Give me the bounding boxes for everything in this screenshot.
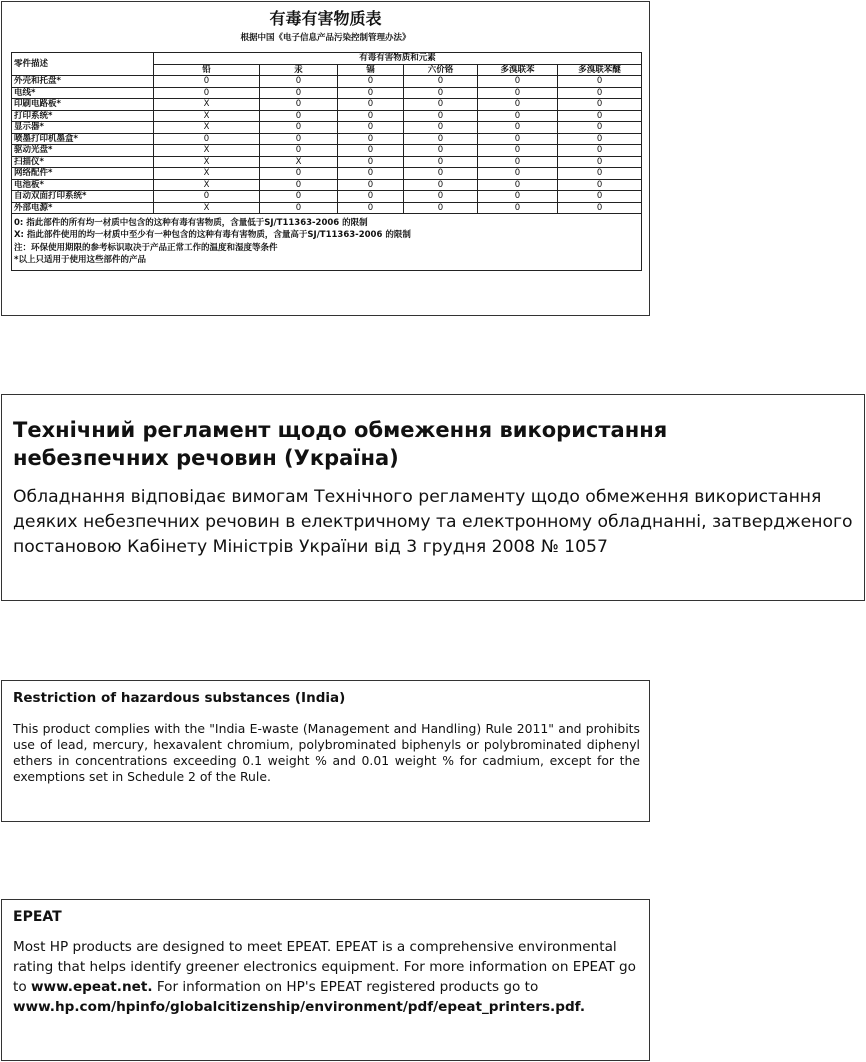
substance-value-cell: 0 [558, 168, 642, 180]
substance-column-header: 六价铬 [404, 64, 478, 76]
substance-value-cell: 0 [260, 191, 338, 203]
substance-value-cell: X [154, 156, 260, 168]
epeat-text-1: Most HP products are designed to meet EPEAT. EPEAT is a comprehensive environmental rating that helps identify greener electronics equipment. For more information on EPEAT go to [13, 939, 636, 995]
india-rohs-box [1, 680, 650, 822]
table-row [12, 168, 642, 180]
substances-group-header: 有毒有害物质和元素 [154, 53, 642, 65]
substance-value-cell: 0 [478, 133, 558, 145]
ukraine-title: Технічний регламент щодо обмеження використання небезпечних речовин (Україна) [13, 418, 668, 470]
part-name-cell: 外部电源* [12, 202, 154, 214]
table-row [12, 99, 642, 111]
substance-value-cell: 0 [338, 191, 404, 203]
substance-value-cell: 0 [558, 191, 642, 203]
substance-value-cell: 0 [338, 168, 404, 180]
substance-value-cell: X [154, 168, 260, 180]
substance-value-cell: 0 [404, 76, 478, 88]
epeat-box [1, 899, 650, 1061]
ukraine-body: Обладнання відповідає вимогам Технічного регламенту щодо обмеження використання деяких небезпечних речовин в електричному та електронному обладнанні, затвердженого постановою Кабінету Міністрів України від 3 грудня 2008 № 1057 [13, 487, 853, 557]
substance-value-cell: 0 [558, 87, 642, 99]
substance-value-cell: 0 [338, 110, 404, 122]
part-name-cell: 显示器* [12, 122, 154, 134]
note-x: X: 指此部件使用的均一材质中至少有一种包含的这种有毒有害物质，含量高于SJ/T11363-2006 的限制 [14, 230, 411, 241]
substance-value-cell: 0 [338, 76, 404, 88]
substance-value-cell: 0 [404, 156, 478, 168]
substance-value-cell: X [154, 145, 260, 157]
substance-column-header: 镉 [338, 64, 404, 76]
substance-value-cell: X [154, 202, 260, 214]
india-body: This product complies with the "India E-waste (Management and Handling) Rule 2011" and prohibits use of lead, mercury, hexavalent chromium, polybrominated biphenyls or polybrominated diphenyl ethers in concentrations exceeding 0.1 weight % and 0.01 weight % for cadmium, except for the exemptions set in Schedule 2 of the Rule. [13, 721, 640, 784]
table-notes [12, 214, 642, 271]
part-name-cell: 喷墨打印机墨盒* [12, 133, 154, 145]
substance-value-cell: 0 [478, 191, 558, 203]
table-row [12, 191, 642, 203]
substance-value-cell: 0 [558, 156, 642, 168]
substance-value-cell: 0 [478, 145, 558, 157]
substance-value-cell: 0 [338, 145, 404, 157]
table-row [12, 133, 642, 145]
part-name-cell: 自动双面打印系统* [12, 191, 154, 203]
substance-value-cell: 0 [404, 110, 478, 122]
substance-column-header: 汞 [260, 64, 338, 76]
substance-value-cell: 0 [260, 99, 338, 111]
substance-value-cell: 0 [404, 87, 478, 99]
substance-value-cell: 0 [558, 122, 642, 134]
substance-value-cell: 0 [260, 133, 338, 145]
part-name-cell: 扫描仪* [12, 156, 154, 168]
substance-value-cell: 0 [478, 110, 558, 122]
epeat-text-2: For information on HP's EPEAT registered products go to [152, 979, 539, 995]
substance-value-cell: 0 [260, 145, 338, 157]
substance-value-cell: X [154, 122, 260, 134]
part-name-cell: 网络配件* [12, 168, 154, 180]
substance-column-header: 铅 [154, 64, 260, 76]
china-table-subtitle: 根据中国《电子信息产品污染控制管理办法》 [240, 33, 411, 43]
substance-value-cell: 0 [260, 179, 338, 191]
part-name-cell: 驱动光盘* [12, 145, 154, 157]
substance-value-cell: 0 [338, 179, 404, 191]
substance-value-cell: 0 [338, 156, 404, 168]
substance-value-cell: 0 [558, 76, 642, 88]
substance-value-cell: 0 [558, 179, 642, 191]
substance-value-cell: 0 [260, 110, 338, 122]
epeat-link[interactable]: www.epeat.net. [30, 979, 153, 995]
substance-value-cell: 0 [478, 87, 558, 99]
note-applicability: *以上只适用于使用这些部件的产品 [14, 255, 146, 266]
substance-value-cell: 0 [558, 133, 642, 145]
substance-value-cell: 0 [478, 76, 558, 88]
substance-value-cell: X [154, 179, 260, 191]
substance-value-cell: 0 [404, 122, 478, 134]
substance-value-cell: X [154, 110, 260, 122]
part-name-cell: 电线* [12, 87, 154, 99]
substance-column-header: 多溴联苯醚 [558, 64, 642, 76]
substance-value-cell: 0 [338, 99, 404, 111]
note-environment: 注：环保使用期限的参考标识取决于产品正常工作的温度和湿度等条件 [14, 242, 278, 253]
substance-value-cell: 0 [478, 99, 558, 111]
substance-value-cell: 0 [154, 191, 260, 203]
china-table-title: 有毒有害物质表 [269, 9, 382, 28]
substance-value-cell: 0 [154, 87, 260, 99]
substance-value-cell: 0 [558, 202, 642, 214]
table-row [12, 156, 642, 168]
substance-value-cell: 0 [260, 122, 338, 134]
china-rohs-box [1, 1, 650, 316]
substance-value-cell: 0 [260, 202, 338, 214]
part-name-cell: 印刷电路板* [12, 99, 154, 111]
substance-value-cell: 0 [404, 191, 478, 203]
substance-value-cell: 0 [260, 87, 338, 99]
substance-value-cell: 0 [260, 76, 338, 88]
india-title: Restriction of hazardous substances (India) [13, 690, 346, 706]
table-row [12, 87, 642, 99]
substance-value-cell: 0 [338, 122, 404, 134]
substance-value-cell: 0 [404, 202, 478, 214]
substance-value-cell: 0 [260, 168, 338, 180]
table-row [12, 110, 642, 122]
epeat-body [13, 937, 643, 1017]
ukraine-rohs-box [1, 394, 865, 601]
substance-value-cell: 0 [478, 122, 558, 134]
substance-value-cell: 0 [404, 168, 478, 180]
part-name-cell: 外壳和托盘* [12, 76, 154, 88]
substance-value-cell: 0 [558, 99, 642, 111]
substance-value-cell: 0 [404, 145, 478, 157]
note-zero: 0: 指此部件的所有均一材质中包含的这种有毒有害物质，含量低于SJ/T11363-2006 的限制 [14, 218, 368, 228]
substance-value-cell: 0 [154, 76, 260, 88]
substance-value-cell: 0 [478, 202, 558, 214]
part-description-header: 零件描述 [12, 53, 154, 76]
substance-value-cell: 0 [338, 202, 404, 214]
substance-value-cell: 0 [404, 99, 478, 111]
substance-value-cell: 0 [558, 110, 642, 122]
substance-value-cell: 0 [154, 133, 260, 145]
table-row [12, 122, 642, 134]
substance-value-cell: 0 [478, 179, 558, 191]
table-row [12, 202, 642, 214]
substance-value-cell: X [154, 99, 260, 111]
table-row [12, 145, 642, 157]
substance-column-header: 多溴联苯 [478, 64, 558, 76]
substance-value-cell: 0 [404, 133, 478, 145]
substance-value-cell: X [260, 156, 338, 168]
part-name-cell: 电池板* [12, 179, 154, 191]
substance-value-cell: 0 [558, 145, 642, 157]
part-name-cell: 打印系统* [12, 110, 154, 122]
substance-value-cell: 0 [478, 168, 558, 180]
table-row [12, 76, 642, 88]
substance-value-cell: 0 [478, 156, 558, 168]
substance-value-cell: 0 [338, 87, 404, 99]
hp-epeat-link[interactable]: www.hp.com/hpinfo/globalcitizenship/environment/pdf/epeat_printers.pdf. [13, 999, 586, 1015]
table-row [12, 179, 642, 191]
substance-value-cell: 0 [338, 133, 404, 145]
hazardous-substances-table [11, 52, 642, 271]
epeat-title: EPEAT [13, 909, 62, 925]
substance-value-cell: 0 [404, 179, 478, 191]
table-body [12, 76, 642, 214]
